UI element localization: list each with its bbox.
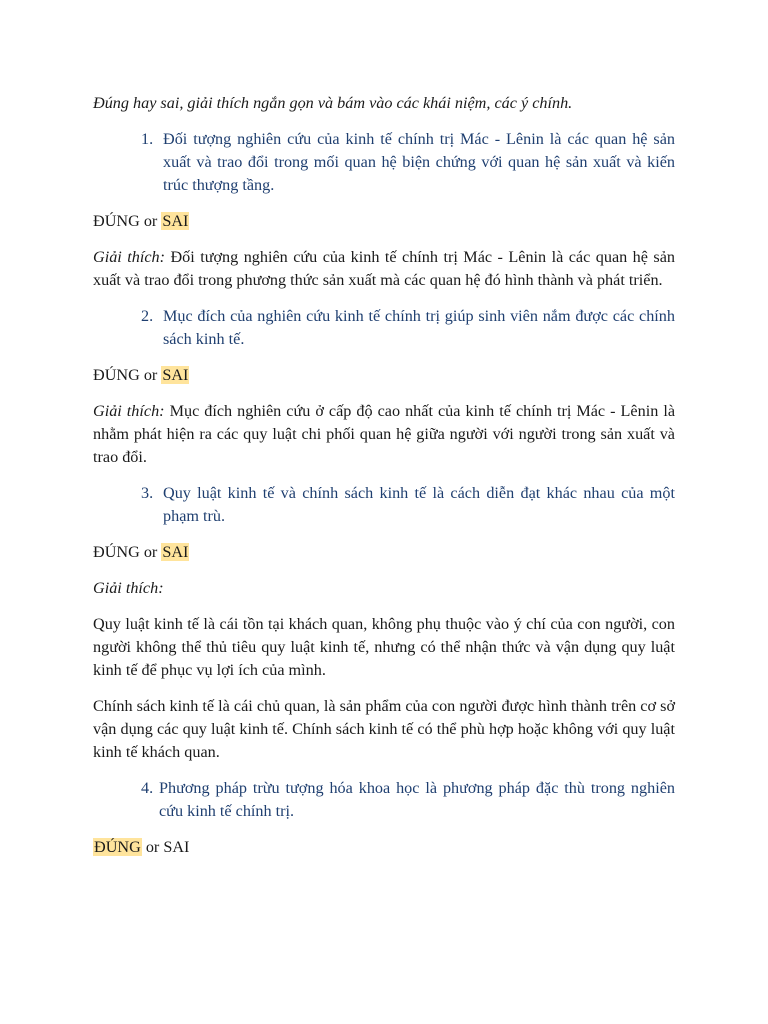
answer-true: ĐÚNG: [93, 212, 140, 230]
answer-line-4: [93, 836, 675, 859]
answer-line-3: [93, 541, 675, 564]
answer-line-1: [93, 210, 675, 233]
answer-false: SAI: [163, 838, 190, 856]
answer-false-highlighted: SAI: [162, 212, 189, 230]
question-text: Đối tượng nghiên cứu của kinh tế chính trị Mác - Lênin là các quan hệ sản xuất và trao đổi trong mối quan hệ biện chứng với quan hệ sản xuất và kiến trúc thượng tầng.: [163, 130, 675, 194]
explanation-2: [93, 400, 675, 469]
answer-true: ĐÚNG: [93, 366, 140, 384]
explanation-3-label: [93, 577, 675, 600]
question-text: Phương pháp trừu tượng hóa khoa học là phương pháp đặc thù trong nghiên cứu kinh tế chính trị.: [159, 779, 675, 820]
question-4: [93, 777, 675, 823]
instructions: Đúng hay sai, giải thích ngắn gọn và bám vào các khái niệm, các ý chính.: [93, 94, 573, 112]
question-2: [93, 305, 675, 351]
answer-false-highlighted: SAI: [162, 366, 189, 384]
answer-true-highlighted: ĐÚNG: [94, 838, 141, 856]
explanation-text: Mục đích nghiên cứu ở cấp độ cao nhất của kinh tế chính trị Mác - Lênin là nhằm phát hiện ra các quy luật chi phối quan hệ giữa người với người trong sản xuất và trao đổi.: [93, 402, 676, 466]
answer-or: or: [143, 212, 158, 230]
question-text: Mục đích của nghiên cứu kinh tế chính trị giúp sinh viên nắm được các chính sách kinh tế.: [163, 307, 675, 348]
question-number: 2.: [141, 307, 154, 325]
question-text: Quy luật kinh tế và chính sách kinh tế là cách diễn đạt khác nhau của một phạm trù.: [163, 484, 675, 525]
answer-line-2: [93, 364, 675, 387]
answer-or: or: [145, 838, 160, 856]
explanation-label: Giải thích:: [93, 248, 165, 266]
explanation-text: Đối tượng nghiên cứu của kinh tế chính trị Mác - Lênin là các quan hệ sản xuất và trao đổi trong phương thức sản xuất mà các quan hệ đó hình thành và phát triển.: [93, 248, 675, 289]
explanation-1: [93, 246, 675, 292]
question-3: [93, 482, 675, 528]
answer-false-highlighted: SAI: [162, 543, 189, 561]
answer-or: or: [143, 366, 158, 384]
answer-true: ĐÚNG: [93, 543, 140, 561]
question-number: 3.: [141, 484, 154, 502]
question-number: 1.: [141, 130, 154, 148]
answer-or: or: [143, 543, 158, 561]
explanation-3-paragraph-1: Quy luật kinh tế là cái tồn tại khách quan, không phụ thuộc vào ý chí của con người, con người không thể thủ tiêu quy luật kinh tế, nhưng có thể nhận thức và vận dụng quy luật kinh tế để phục vụ lợi ích của mình.: [93, 615, 675, 679]
question-1: [93, 128, 675, 197]
explanation-3-paragraph-2: Chính sách kinh tế là cái chủ quan, là sản phẩm của con người được hình thành trên cơ sở vận dụng các quy luật kinh tế. Chính sách kinh tế có thể phù hợp hoặc không với quy luật kinh tế khách quan.: [93, 697, 675, 761]
question-number: 4.: [141, 779, 154, 797]
explanation-label: Giải thích:: [93, 402, 165, 420]
explanation-label: Giải thích:: [93, 579, 164, 597]
document-page: [93, 92, 675, 872]
